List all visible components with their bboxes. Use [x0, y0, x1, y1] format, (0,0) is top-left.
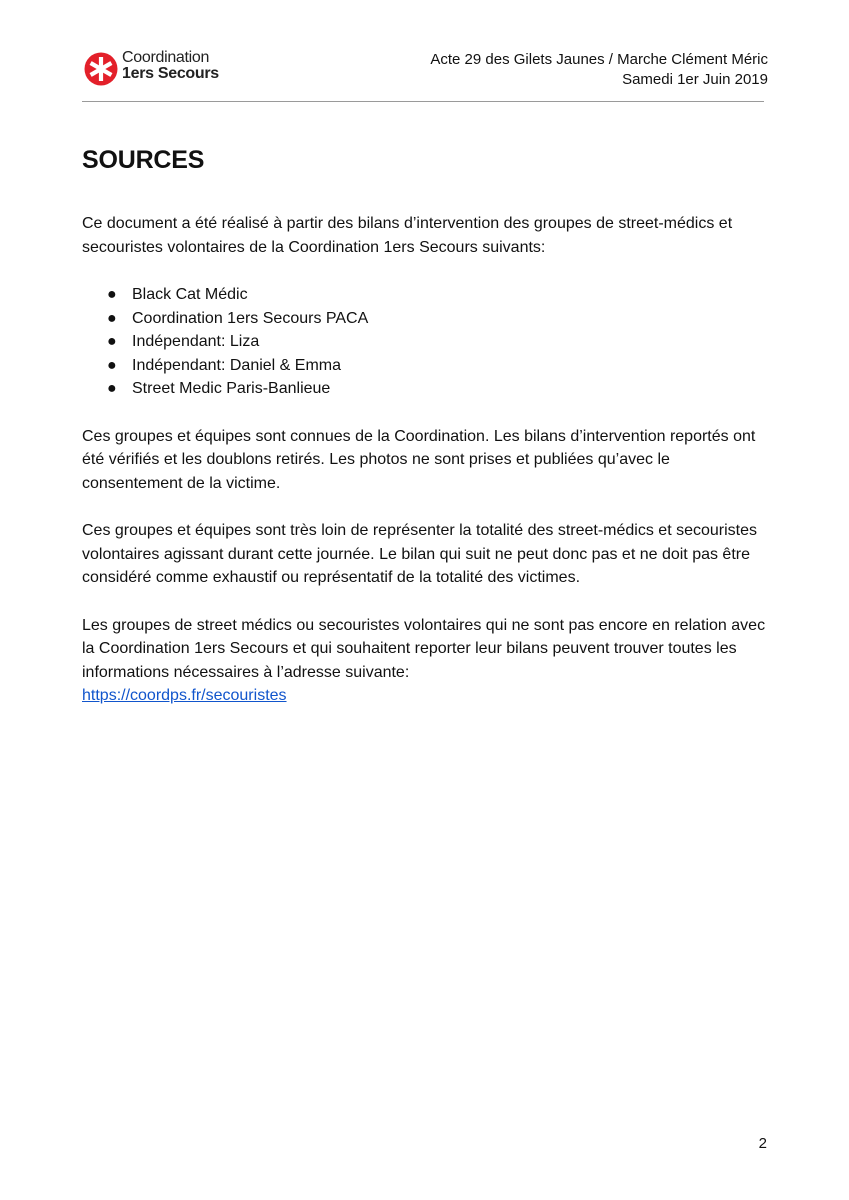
list-item-text: Indépendant: Daniel & Emma [132, 356, 342, 374]
bullet-icon: ● [107, 333, 117, 350]
header-event-info [430, 50, 768, 90]
intro-paragraph: Ce document a été réalisé à partir des bilans d’intervention des groupes de street-médics et secouristes volontaires de la Coordination 1ers Secours suivants: [82, 215, 733, 256]
list-item [82, 307, 772, 331]
bullet-icon: ● [107, 286, 117, 303]
disclaimer-paragraph: Ces groupes et équipes sont très loin de représenter la totalité des street-médics et secouristes volontaires agissant durant cette journée. Le bilan qui suit ne peut donc pas et ne doit pas être considéré comme exhaustif ou représentatif de la totalité des victimes. [82, 522, 758, 586]
event-date: Samedi 1er Juin 2019 [622, 71, 768, 88]
contact-paragraph [82, 614, 772, 708]
bullet-icon: ● [107, 309, 117, 327]
contact-text: Les groupes de street médics ou secouristes volontaires qui ne sont pas encore en relation avec la Coordination 1ers Secours et qui souhaitent reporter leur bilans peuvent trouver toutes les informations nécessaires à l’adresse suivante: [82, 616, 766, 681]
event-title: Acte 29 des Gilets Jaunes / Marche Clément Méric [430, 51, 768, 68]
list-item-text: Black Cat Médic [132, 286, 248, 303]
bullet-icon: ● [107, 380, 117, 397]
list-item [82, 330, 772, 354]
list-item-text: Coordination 1ers Secours PACA [132, 309, 369, 327]
main-content [82, 140, 772, 708]
page-header [82, 44, 768, 102]
groups-list [82, 283, 772, 401]
list-item-text: Street Medic Paris-Banlieue [132, 380, 331, 397]
logo-wordmark [122, 50, 219, 82]
logo-line-1: Coordination [122, 49, 210, 66]
header-divider [82, 101, 764, 102]
secouristes-link[interactable]: https://coordps.fr/secouristes [82, 687, 287, 704]
bullet-icon: ● [107, 356, 117, 374]
page-number: 2 [758, 1135, 767, 1152]
list-item [82, 377, 772, 401]
list-item-text: Indépendant: Liza [132, 333, 260, 350]
brand-logo [84, 48, 234, 92]
list-item [82, 354, 772, 378]
red-asterisk-icon [84, 52, 118, 86]
section-title: SOURCES [82, 146, 205, 174]
list-item [82, 283, 772, 307]
verification-paragraph: Ces groupes et équipes sont connues de la Coordination. Les bilans d’intervention reportés ont été vérifiés et les doublons retirés. Les photos ne sont prises et publiées qu’avec le consentement de la victime. [82, 427, 756, 492]
logo-line-2: 1ers Secours [122, 65, 219, 82]
